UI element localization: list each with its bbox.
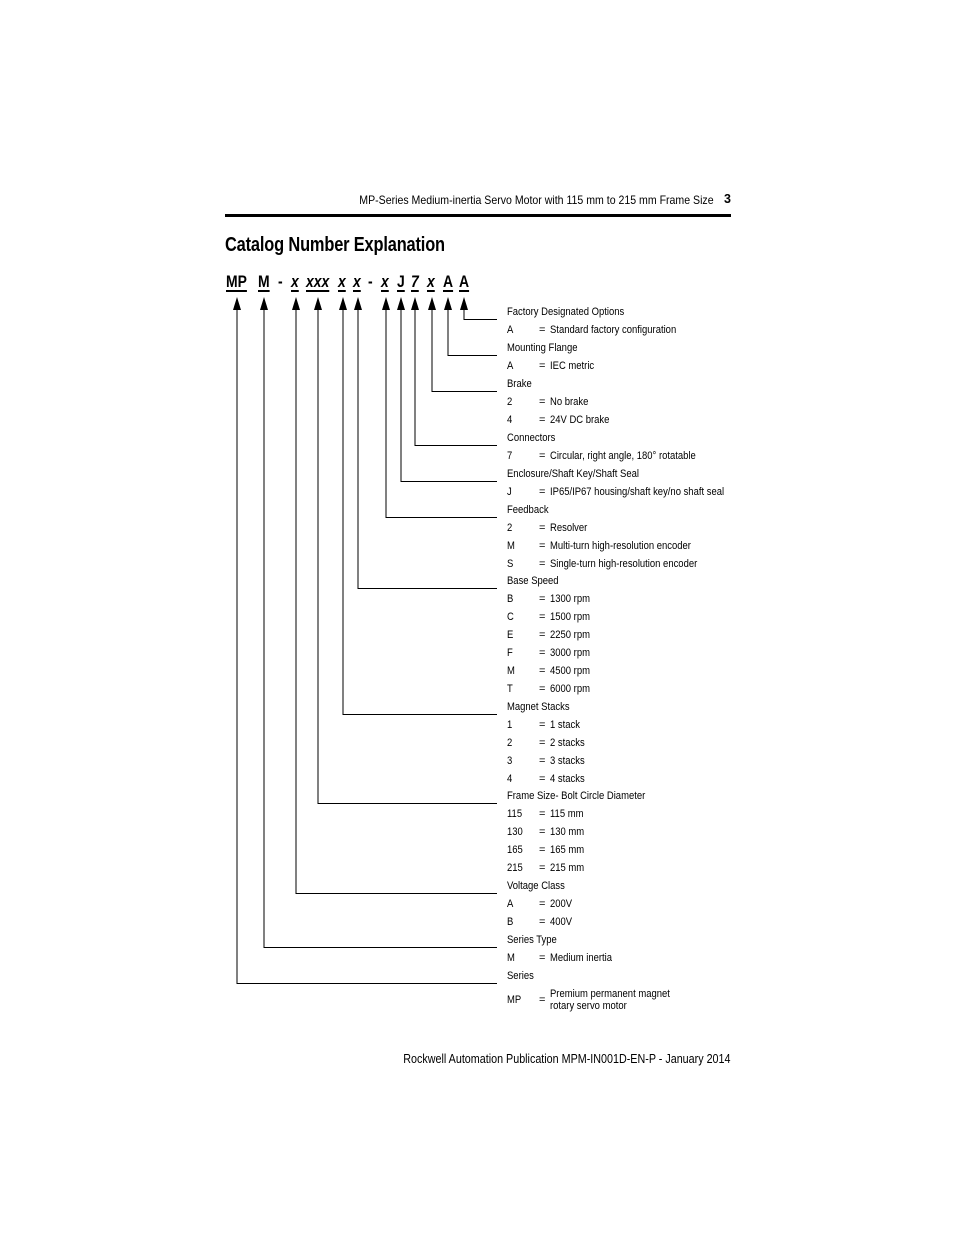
catalog-code-position: J xyxy=(397,272,405,291)
option-code: B xyxy=(507,593,514,605)
catalog-code-position: x xyxy=(291,272,299,291)
option-description: 400V xyxy=(550,916,573,928)
option-code: M xyxy=(507,952,515,964)
field-title: Base Speed xyxy=(507,575,559,587)
option-description: 215 mm xyxy=(550,862,585,874)
option-code: 4 xyxy=(507,414,513,426)
field-title: Mounting Flange xyxy=(507,342,578,354)
option-code: 2 xyxy=(507,396,513,408)
equals-sign: = xyxy=(539,994,546,1006)
option-description: 6000 rpm xyxy=(550,683,590,695)
callout-leader-line xyxy=(237,309,497,984)
equals-sign: = xyxy=(539,755,546,767)
option-code: 7 xyxy=(507,450,513,462)
option-description: 4 stacks xyxy=(550,773,585,785)
catalog-code-position: x xyxy=(353,272,361,291)
option-code: 115 xyxy=(507,808,523,820)
option-description: 1500 rpm xyxy=(550,611,590,623)
option-code: E xyxy=(507,629,514,641)
option-description: 1300 rpm xyxy=(550,593,590,605)
equals-sign: = xyxy=(539,737,546,749)
option-description: IP65/IP67 housing/shaft key/no shaft seal xyxy=(550,486,725,498)
option-description: 165 mm xyxy=(550,844,585,856)
option-code: MP xyxy=(507,994,522,1006)
arrowhead-icon xyxy=(339,297,347,310)
option-description: Single-turn high-resolution encoder xyxy=(550,558,698,570)
option-code: T xyxy=(507,683,513,695)
catalog-code-position: M xyxy=(258,272,270,291)
option-description: 4500 rpm xyxy=(550,665,590,677)
equals-sign: = xyxy=(539,683,546,695)
equals-sign: = xyxy=(539,916,546,928)
catalog-code-position: x xyxy=(427,272,435,291)
option-description: IEC metric xyxy=(550,360,595,372)
option-code: 2 xyxy=(507,522,513,534)
option-code: 2 xyxy=(507,737,513,749)
option-description: 1 stack xyxy=(550,719,580,731)
option-description-line2: rotary servo motor xyxy=(550,1000,627,1012)
equals-sign: = xyxy=(539,665,546,677)
equals-sign: = xyxy=(539,324,546,336)
option-code: 130 xyxy=(507,826,523,838)
option-code: A xyxy=(507,324,514,336)
field-title: Series Type xyxy=(507,934,557,946)
equals-sign: = xyxy=(539,826,546,838)
equals-sign: = xyxy=(539,647,546,659)
field-title: Voltage Class xyxy=(507,880,565,892)
page-number: 3 xyxy=(724,192,731,206)
equals-sign: = xyxy=(539,808,546,820)
option-description: 115 mm xyxy=(550,808,584,820)
equals-sign: = xyxy=(539,611,546,623)
equals-sign: = xyxy=(539,540,546,552)
equals-sign: = xyxy=(539,844,546,856)
callout-leader-line xyxy=(464,309,497,320)
option-code: B xyxy=(507,916,514,928)
arrowhead-icon xyxy=(411,297,419,310)
callout-leader-line xyxy=(264,309,497,948)
callout-leader-line xyxy=(386,309,497,518)
equals-sign: = xyxy=(539,360,546,372)
callout-leader-line xyxy=(432,309,497,392)
option-description: 2 stacks xyxy=(550,737,585,749)
option-description: 130 mm xyxy=(550,826,585,838)
option-description: 2250 rpm xyxy=(550,629,590,641)
callout-leader-line xyxy=(358,309,497,589)
equals-sign: = xyxy=(539,719,546,731)
field-title: Brake xyxy=(507,378,532,390)
equals-sign: = xyxy=(539,629,546,641)
option-code: 1 xyxy=(507,719,513,731)
equals-sign: = xyxy=(539,773,546,785)
callout-leader-line xyxy=(448,309,497,356)
catalog-code-position: x xyxy=(338,272,346,291)
equals-sign: = xyxy=(539,952,546,964)
field-title: Enclosure/Shaft Key/Shaft Seal xyxy=(507,468,639,480)
catalog-code-position: 7 xyxy=(411,272,419,291)
option-code: 215 xyxy=(507,862,523,874)
equals-sign: = xyxy=(539,898,546,910)
option-description: Medium inertia xyxy=(550,952,613,964)
option-description: Circular, right angle, 180° rotatable xyxy=(550,450,696,462)
equals-sign: = xyxy=(539,522,546,534)
option-code: C xyxy=(507,611,514,623)
equals-sign: = xyxy=(539,862,546,874)
arrowhead-icon xyxy=(460,297,468,310)
field-title: Magnet Stacks xyxy=(507,701,570,713)
catalog-code-position: MP xyxy=(226,272,247,291)
option-description: Resolver xyxy=(550,522,588,534)
option-code: J xyxy=(507,486,512,498)
option-description: No brake xyxy=(550,396,589,408)
option-description: Premium permanent magnet xyxy=(550,988,670,1000)
arrowhead-icon xyxy=(354,297,362,310)
callout-leader-line xyxy=(318,309,497,804)
equals-sign: = xyxy=(539,558,546,570)
equals-sign: = xyxy=(539,450,546,462)
option-code: M xyxy=(507,665,515,677)
option-code: A xyxy=(507,360,514,372)
field-title: Factory Designated Options xyxy=(507,306,625,318)
running-header-title: MP-Series Medium-inertia Servo Motor with 115 mm to 215 mm Frame Size xyxy=(359,193,714,207)
option-description: Multi-turn high-resolution encoder xyxy=(550,540,691,552)
option-description: 3000 rpm xyxy=(550,647,590,659)
option-code: F xyxy=(507,647,513,659)
catalog-code-position: x xyxy=(381,272,389,291)
option-code: A xyxy=(507,898,514,910)
option-description: 24V DC brake xyxy=(550,414,610,426)
field-title: Connectors xyxy=(507,432,556,444)
arrowhead-icon xyxy=(428,297,436,310)
field-title: Frame Size- Bolt Circle Diameter xyxy=(507,790,646,802)
arrowhead-icon xyxy=(397,297,405,310)
catalog-code-position: A xyxy=(459,272,470,291)
arrowhead-icon xyxy=(444,297,452,310)
arrowhead-icon xyxy=(233,297,241,310)
arrowhead-icon xyxy=(260,297,268,310)
catalog-separator: - xyxy=(368,272,373,291)
section-title: Catalog Number Explanation xyxy=(225,234,445,256)
catalog-code-position: A xyxy=(443,272,454,291)
equals-sign: = xyxy=(539,486,546,498)
option-code: 4 xyxy=(507,773,513,785)
option-description: 3 stacks xyxy=(550,755,585,767)
equals-sign: = xyxy=(539,593,546,605)
equals-sign: = xyxy=(539,414,546,426)
equals-sign: = xyxy=(539,396,546,408)
callout-leader-line xyxy=(343,309,497,715)
callout-leader-line xyxy=(296,309,497,894)
arrowhead-icon xyxy=(292,297,300,310)
option-code: S xyxy=(507,558,514,570)
field-title: Feedback xyxy=(507,504,549,516)
field-title: Series xyxy=(507,970,534,982)
option-code: 165 xyxy=(507,844,523,856)
option-description: 200V xyxy=(550,898,573,910)
callout-leader-line xyxy=(415,309,497,446)
option-description: Standard factory configuration xyxy=(550,324,677,336)
arrowhead-icon xyxy=(382,297,390,310)
publication-footer: Rockwell Automation Publication MPM-IN001D-EN-P - January 2014 xyxy=(402,1052,730,1066)
option-code: 3 xyxy=(507,755,513,767)
arrowhead-icon xyxy=(314,297,322,310)
option-code: M xyxy=(507,540,515,552)
catalog-separator: - xyxy=(278,272,283,291)
catalog-code-position: xxx xyxy=(306,272,330,291)
